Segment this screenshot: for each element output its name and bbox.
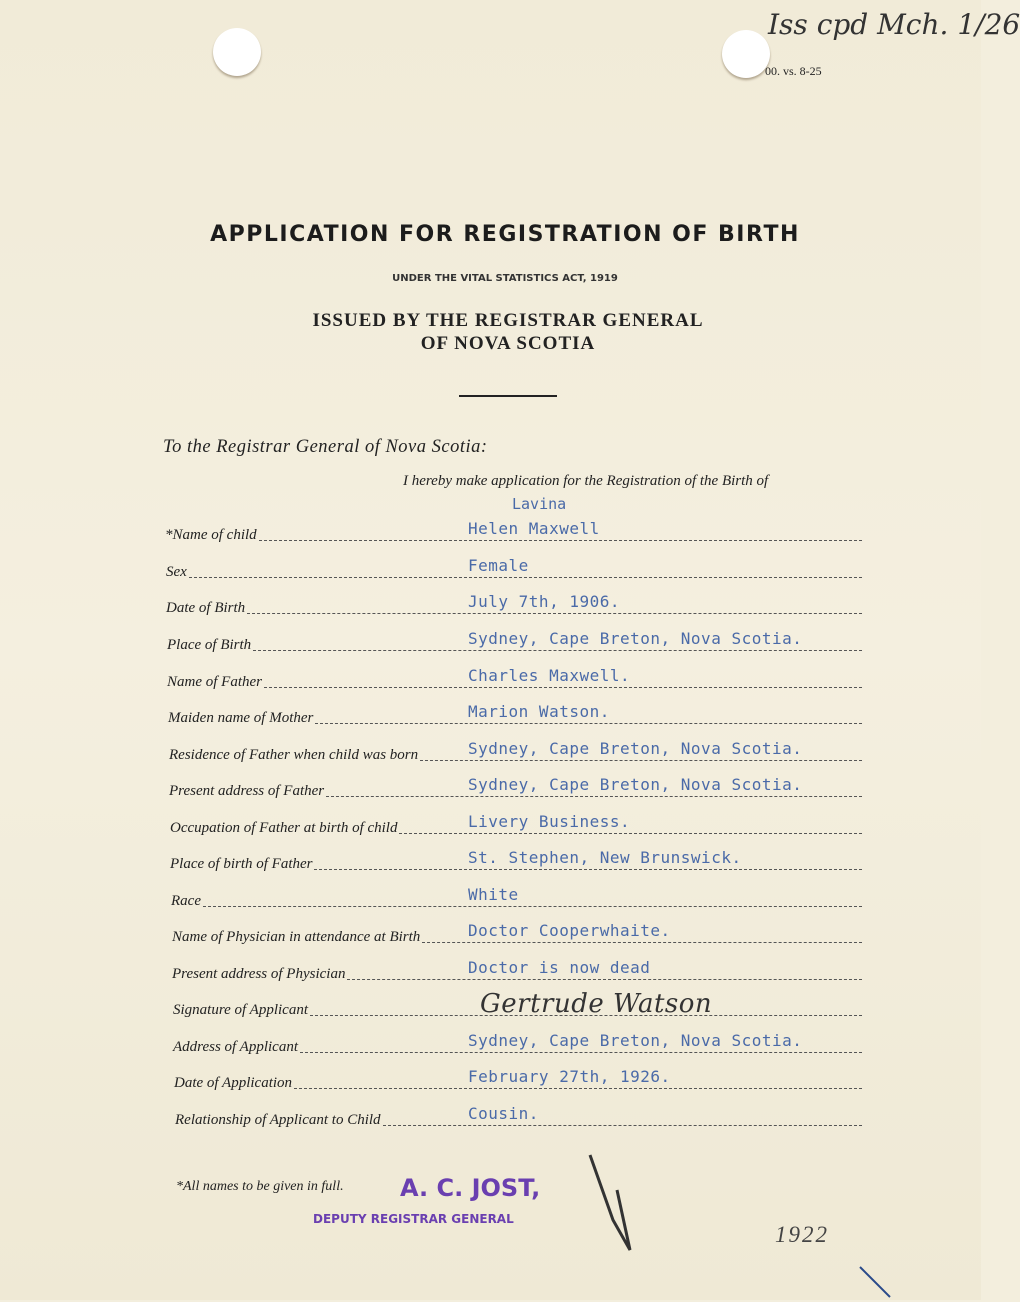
field-label: Residence of Father when child was born: [169, 747, 419, 763]
form-field-row: [0, 734, 981, 764]
field-label: Date of Application: [174, 1075, 293, 1091]
field-line: [383, 1125, 862, 1126]
field-value: February 27th, 1926.: [468, 1067, 671, 1086]
field-line: [420, 760, 862, 761]
form-field-row: [0, 551, 981, 581]
form-field-row: [0, 916, 981, 946]
field-value: Sydney, Cape Breton, Nova Scotia.: [468, 775, 803, 794]
form-field-row: [0, 661, 981, 691]
field-value: Sydney, Cape Breton, Nova Scotia.: [468, 629, 803, 648]
field-label: Race: [171, 893, 201, 909]
field-label: Place of Birth: [167, 637, 252, 653]
field-value: Livery Business.: [468, 812, 631, 831]
field-label: Name of Physician in attendance at Birth: [172, 929, 421, 945]
stamp-title: DEPUTY REGISTRAR GENERAL: [313, 1212, 514, 1226]
salutation: To the Registrar General of Nova Scotia:: [163, 437, 488, 457]
field-line: [300, 1052, 862, 1053]
field-label: Present address of Physician: [172, 966, 346, 982]
pen-stroke: [855, 1262, 895, 1302]
field-line: [203, 906, 862, 907]
field-line: [326, 796, 862, 797]
form-field-row: [0, 770, 981, 800]
form-field-row: [0, 697, 981, 727]
field-value: Sydney, Cape Breton, Nova Scotia.: [468, 739, 803, 758]
field-line: [253, 650, 862, 651]
divider: [459, 395, 557, 397]
document-title: APPLICATION FOR REGISTRATION OF BIRTH: [210, 222, 800, 247]
field-line: [315, 723, 862, 724]
field-value: July 7th, 1906.: [468, 592, 620, 611]
field-line: [314, 869, 862, 870]
field-label: Present address of Father: [169, 783, 325, 799]
check-mark: [585, 1150, 645, 1255]
form-field-row: [0, 843, 981, 873]
handwritten-note: Iss cpd Mch. 1/26: [768, 8, 1020, 41]
field-label: Place of birth of Father: [170, 856, 313, 872]
field-value: Cousin.: [468, 1104, 539, 1123]
form-field-row: [0, 1099, 981, 1129]
child-first-name: Lavina: [512, 495, 567, 513]
field-line: [347, 979, 862, 980]
field-line: [247, 613, 862, 614]
field-label: Signature of Applicant: [173, 1002, 308, 1018]
field-line: [264, 687, 862, 688]
field-label: Name of Father: [167, 674, 262, 690]
file-number: 1922: [775, 1222, 829, 1247]
field-value: Doctor Cooperwhaite.: [468, 921, 671, 940]
form-field-row: [0, 989, 981, 1019]
field-value: Doctor is now dead: [468, 958, 651, 977]
field-label: Sex: [166, 564, 187, 580]
document-subtitle: UNDER THE VITAL STATISTICS ACT, 1919: [392, 273, 618, 284]
punch-hole: [722, 30, 770, 78]
field-value: St. Stephen, New Brunswick.: [468, 848, 742, 867]
field-line: [189, 577, 862, 578]
field-label: *Name of child: [165, 527, 257, 543]
form-field-row: [0, 807, 981, 837]
field-value: White: [468, 885, 519, 904]
field-value: Female: [468, 556, 529, 575]
form-field-row: [0, 587, 981, 617]
field-value: Charles Maxwell.: [468, 666, 631, 685]
field-label: Maiden name of Mother: [168, 710, 314, 726]
form-field-row: [0, 1026, 981, 1056]
applicant-signature: Gertrude Watson: [480, 989, 713, 1019]
field-line: [422, 942, 862, 943]
form-field-row: [0, 1062, 981, 1092]
form-number: 00. vs. 8-25: [765, 64, 822, 78]
field-line: [399, 833, 862, 834]
issuer-line-1: ISSUED BY THE REGISTRAR GENERAL: [312, 310, 704, 331]
issuer-line-2: OF NOVA SCOTIA: [420, 333, 596, 354]
field-value: Sydney, Cape Breton, Nova Scotia.: [468, 1031, 803, 1050]
form-field-row: [0, 624, 981, 654]
form-field-row: [0, 514, 981, 544]
footnote: *All names to be given in full.: [176, 1179, 344, 1194]
form-field-row: [0, 953, 981, 983]
form-field-row: [0, 880, 981, 910]
field-label: Date of Birth: [166, 600, 246, 616]
stamp-name: A. C. JOST,: [400, 1174, 541, 1202]
field-line: [259, 540, 862, 541]
field-value: Marion Watson.: [468, 702, 610, 721]
field-line: [294, 1088, 862, 1089]
field-label: Occupation of Father at birth of child: [170, 820, 398, 836]
field-value: Helen Maxwell: [468, 519, 600, 538]
intro-text: I hereby make application for the Registration of the Birth of: [403, 473, 769, 489]
punch-hole: [213, 28, 261, 76]
field-label: Relationship of Applicant to Child: [175, 1112, 381, 1128]
field-label: Address of Applicant: [173, 1039, 298, 1055]
